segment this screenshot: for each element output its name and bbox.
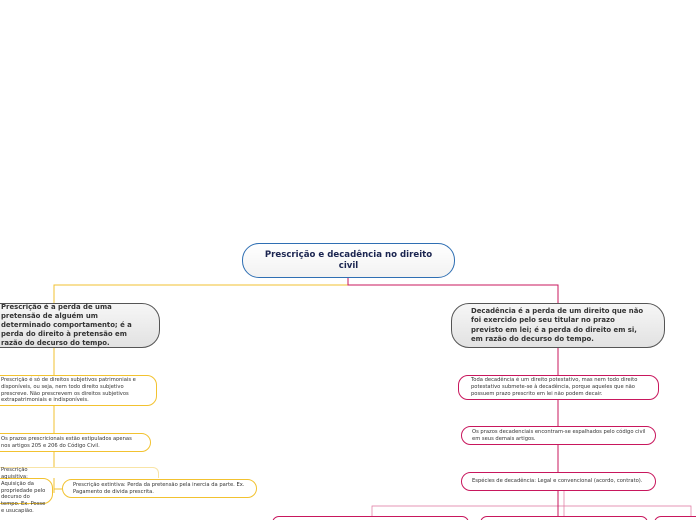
- subtopic-label: Toda decadência é um direito potestativo, mas nem todo direito potestativo submete-se à decadência, porque aqueles que não possuem prazo prescrito em lei não podem decair.: [471, 377, 638, 397]
- subtopic-decadencia-convencional[interactable]: [480, 516, 648, 520]
- connector-root-left: [54, 278, 348, 303]
- subtopic-prescricao-direitos[interactable]: [0, 375, 157, 406]
- subtopic-label: Prescrição extintiva: Perda da pretensão pela inercia da parte. Ex. Pagamento de divida prescrita.: [73, 481, 245, 495]
- central-topic[interactable]: [242, 243, 455, 278]
- subtopic-decadencia-extra[interactable]: [654, 516, 696, 520]
- subtopic-decadencia-prazos[interactable]: [461, 426, 656, 445]
- subtopic-prescricao-extintiva[interactable]: [62, 479, 257, 498]
- connector-root-right: [348, 278, 558, 303]
- subtopic-decadencia-potestativo[interactable]: [458, 375, 659, 400]
- subtopic-decadencia-especies[interactable]: [461, 472, 656, 491]
- subtopic-label: Os prazos decadenciais encontram-se espalhados pelo código civil em seus demais artigos.: [472, 428, 646, 442]
- central-topic-label: Prescrição e decadência no direito civil: [264, 249, 433, 271]
- subtopic-label: Prescrição aquisitiva: Aquisição da propriedade pelo decurso do tempo. Ex. Posse e usucapião.: [1, 467, 46, 514]
- subtopic-label: Espécies de decadência: Legal e convencional (acordo, contrato).: [472, 478, 643, 485]
- subtopic-label: Prescrição é só de direitos subjetivos patrimoniais e disponíveis, ou seja, nem todo direito subjetivo prescreve. Não prescrevem os direitos subjetivos extrapatrimoniais e indisponíveis.: [1, 377, 136, 404]
- subtopic-prescricao-prazos[interactable]: [0, 433, 151, 452]
- topic-decadencia[interactable]: [451, 303, 665, 348]
- subtopic-label: Os prazos prescricionais estão estipulados apenas nos artigos 205 e 206 do Código Civil.: [1, 435, 132, 449]
- topic-prescricao-label: Prescrição é a perda de uma pretensão de alguém um determinado comportamento; é a perda do direito à pretensão em razão do decurso do tempo.: [1, 302, 132, 348]
- topic-prescricao[interactable]: [0, 303, 160, 348]
- topic-decadencia-label: Decadência é a perda de um direito que não foi exercido pelo seu titular no prazo previsto em lei; é a perda do direito em si, em razão do decurso do tempo.: [471, 307, 644, 343]
- connector-right-subs: [372, 491, 691, 516]
- subtopic-prescricao-aquisitiva[interactable]: [0, 467, 53, 514]
- subtopic-decadencia-legal[interactable]: [272, 516, 469, 520]
